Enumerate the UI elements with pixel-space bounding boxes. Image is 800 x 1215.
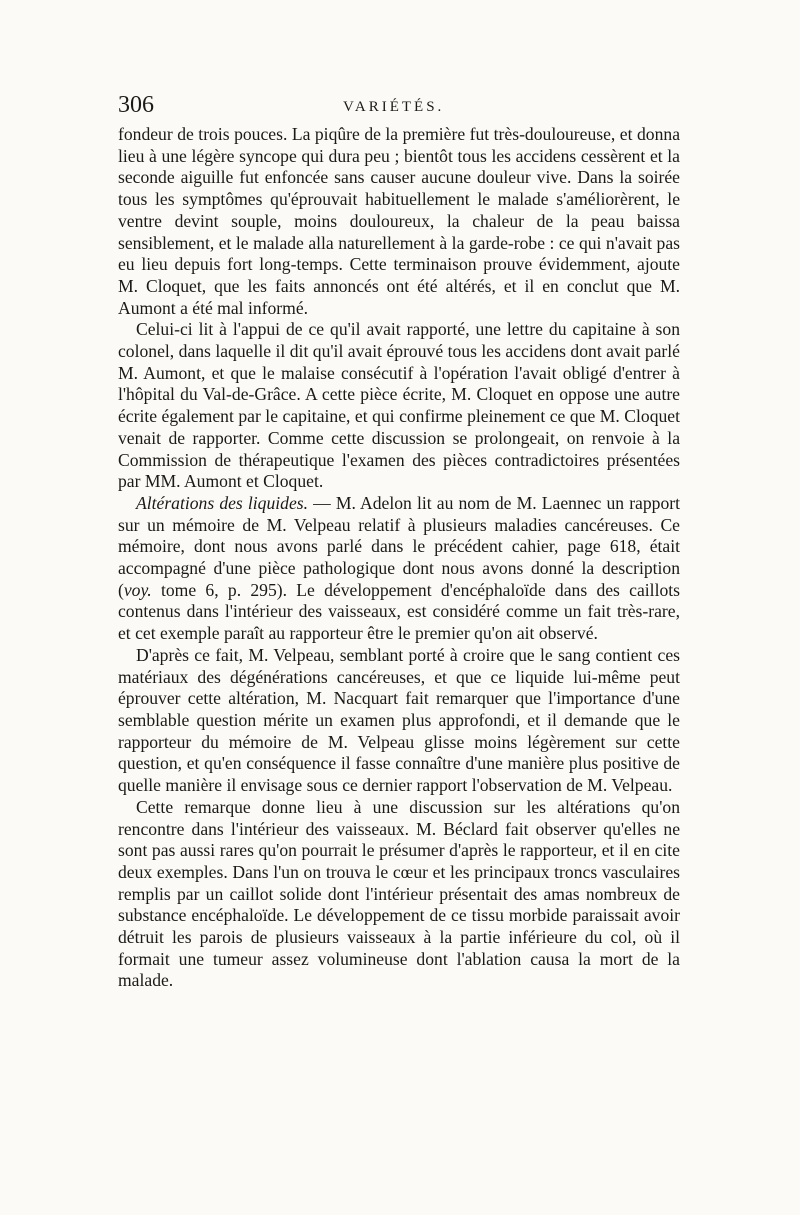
page-number: 306 <box>118 92 154 118</box>
section-title: Altérations des liquides. <box>136 492 309 513</box>
paragraph-2: Celui-ci lit à l'appui de ce qu'il avait rapporté, une lettre du capitaine à son colonel, dans laquelle il dit qu'il avait éprouvé tous les accidens dont avait parlé M. Aumont, et que le malaise consécutif à l'opération l'avait obligé d'entrer à l'hôpital du Val-de-Grâce. A cette pièce écrite, M. Cloquet en oppose une autre écrite également par le capitaine, et qui confirme pleinement ce que M. Cloquet venait de rapporter. Comme cette discussion se prolongeait, on renvoie à la Commission de thérapeutique l'examen des pièces contradictoires présentées par MM. Aumont et Cloquet. <box>118 319 680 492</box>
body-text <box>118 124 680 992</box>
voy-abbreviation: voy. <box>123 579 152 600</box>
paragraph-1: fondeur de trois pouces. La piqûre de la première fut très-douloureuse, et donna lieu à une légère syncope qui dura peu ; bientôt tous les accidens cessèrent et la seconde aiguille fut enfoncée sans causer aucune douleur vive. Dans la soirée tous les symptômes qu'éprouvait habituellement le malade s'améliorèrent, le ventre devint souple, moins douloureux, la chaleur de la peau baissa sensiblement, et le malade alla naturellement à la garde-robe : ce qui n'avait pas eu lieu depuis fort long-temps. Cette terminaison prouve évidemment, ajoute M. Cloquet, que les faits annoncés ont été altérés, et il en conclut que M. Aumont a été mal informé. <box>118 124 680 318</box>
paragraph-3 <box>118 493 680 645</box>
paragraph-5: Cette remarque donne lieu à une discussion sur les altérations qu'on rencontre dans l'intérieur des vaisseaux. M. Béclard fait observer qu'elles ne sont pas aussi rares qu'on pourrait le présumer d'après le rapporteur, et il en cite deux exemples. Dans l'un on trouva le cœur et les principaux troncs vasculaires remplis par un caillot solide dont l'intérieur présentait des amas nombreux de substance encéphaloïde. Le développement de ce tissu morbide paraissait avoir détruit les parois de plusieurs vaisseaux à la partie inférieure du col, où il formait une tumeur assez volumineuse dont l'ablation causa la mort de la malade. <box>118 796 680 991</box>
page-header <box>118 92 678 122</box>
running-head: VARIÉTÉS. <box>343 99 445 115</box>
paragraph-3-text: — M. Adelon lit au nom de M. Laennec un rapport sur un mémoire de M. Velpeau relatif à plusieurs maladies cancéreuses. Ce mémoire, dont nous avons parlé dans le précédent cahier, page 618, était accompagné d'une pièce pathologique dont nous avons donné la description ( <box>118 492 681 600</box>
paragraph-4: D'après ce fait, M. Velpeau, semblant porté à croire que le sang contient ces matériaux des dégénérations cancéreuses, et que ce liquide lui-même peut éprouver cette altération, M. Nacquart fait remarquer que l'importance d'une semblable question mérite un examen plus approfondi, et il demande que le rapporteur du mémoire de M. Velpeau glisse moins légèrement sur cette question, et qu'en conséquence il fasse connaître d'une manière plus positive de quelle manière il envisage sous ce dernier rapport l'observation de M. Velpeau. <box>118 644 680 796</box>
paragraph-3-text-after: tome 6, p. 295). Le développement d'encéphaloïde dans des caillots contenus dans l'intérieur des vaisseaux, est considéré comme un fait très-rare, et cet exemple paraît au rapporteur être le premier qu'on ait observé. <box>118 579 680 644</box>
